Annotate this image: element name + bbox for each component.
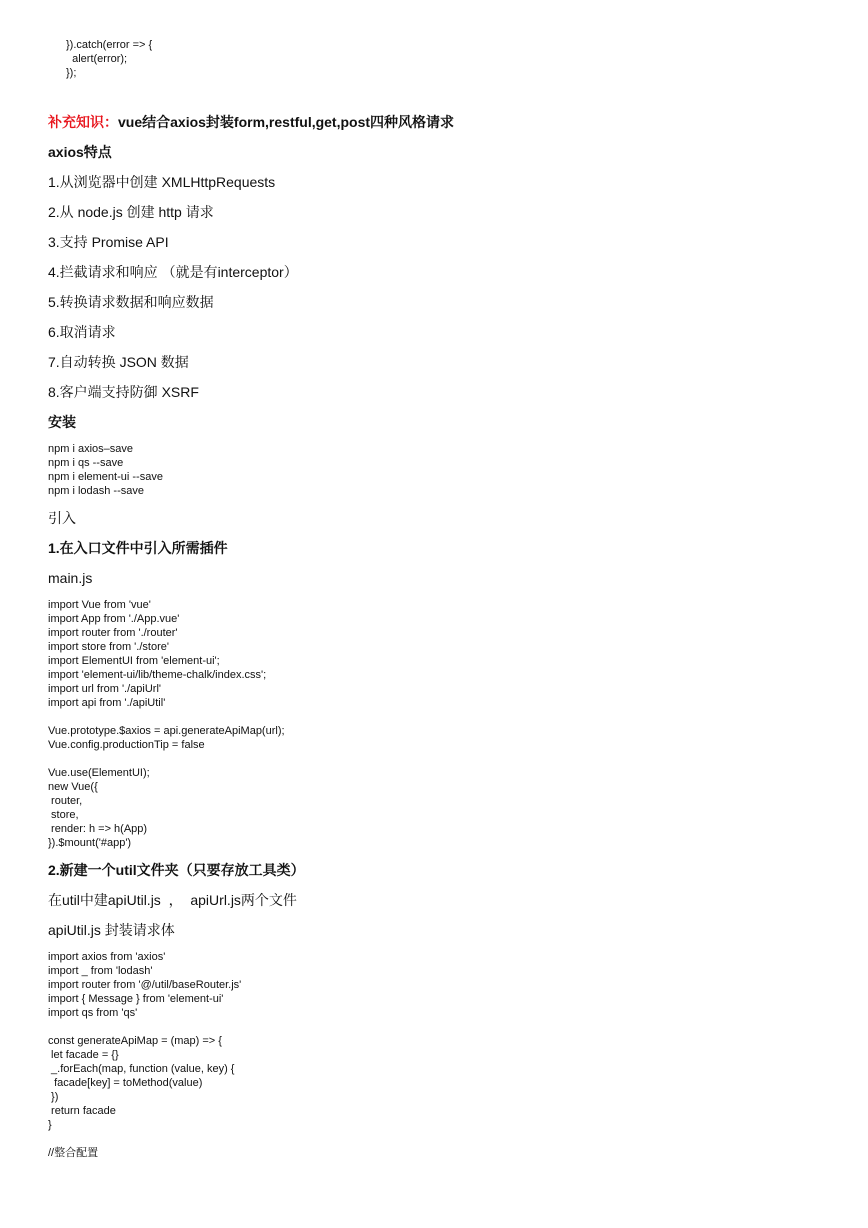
import-heading: 引入	[48, 510, 76, 526]
install-code-block: npm i axios–save npm i qs --save npm i element-ui --save npm i lodash --save	[48, 443, 163, 497]
catch-code-block: }).catch(error => { alert(error); });	[66, 39, 153, 79]
feature-item: 7.自动转换 JSON 数据	[48, 354, 189, 370]
feature-item: 2.从 node.js 创建 http 请求	[48, 204, 214, 220]
config-comment: //整合配置	[48, 1147, 99, 1159]
step2-text: 在util中建apiUtil.js ， apiUrl.js两个文件	[48, 892, 297, 908]
apiutil-label: apiUtil.js 封装请求体	[48, 922, 175, 938]
features-list	[48, 172, 828, 402]
feature-item: 3.支持 Promise API	[48, 234, 169, 250]
feature-item: 4.拦截请求和响应 （就是有interceptor）	[48, 264, 298, 280]
feature-item: 6.取消请求	[48, 324, 116, 340]
mainjs-label: main.js	[48, 570, 93, 586]
supplement-title-text: vue结合axios封装form,restful,get,post四种风格请求	[118, 114, 455, 130]
features-heading: axios特点	[48, 144, 112, 160]
apiutil-code-block: import axios from 'axios' import _ from 'lodash' import router from '@/util/baseRouter.js' import { Message } from 'element-ui' import qs from 'qs' const generateApiMap = (map) => { let facade = {} _.forEach(map, function (value, key) { facade[key] = toMethod(value) }) return facade }	[48, 951, 242, 1131]
step2-heading: 2.新建一个util文件夹（只要存放工具类）	[48, 862, 305, 878]
feature-item: 8.客户端支持防御 XSRF	[48, 384, 199, 400]
feature-item: 5.转换请求数据和响应数据	[48, 294, 214, 310]
install-heading: 安装	[48, 414, 76, 430]
supplement-title	[48, 112, 828, 132]
document-page	[48, 38, 828, 1170]
feature-item: 1.从浏览器中创建 XMLHttpRequests	[48, 174, 276, 190]
step1-heading: 1.在入口文件中引入所需插件	[48, 540, 228, 556]
supplement-prefix: 补充知识：	[48, 114, 118, 130]
mainjs-code-block: import Vue from 'vue' import App from './App.vue' import router from './router' import store from './store' import ElementUI from 'element-ui'; import 'element-ui/lib/theme-chalk/index.css'; import url from './apiUrl' import api from './apiUtil' Vue.prototype.$axios = api.generateApiMap(url); Vue.config.productionTip = false Vue.use(ElementUI); new Vue({ router, store, render: h => h(App) }).$mount('#app')	[48, 599, 285, 849]
